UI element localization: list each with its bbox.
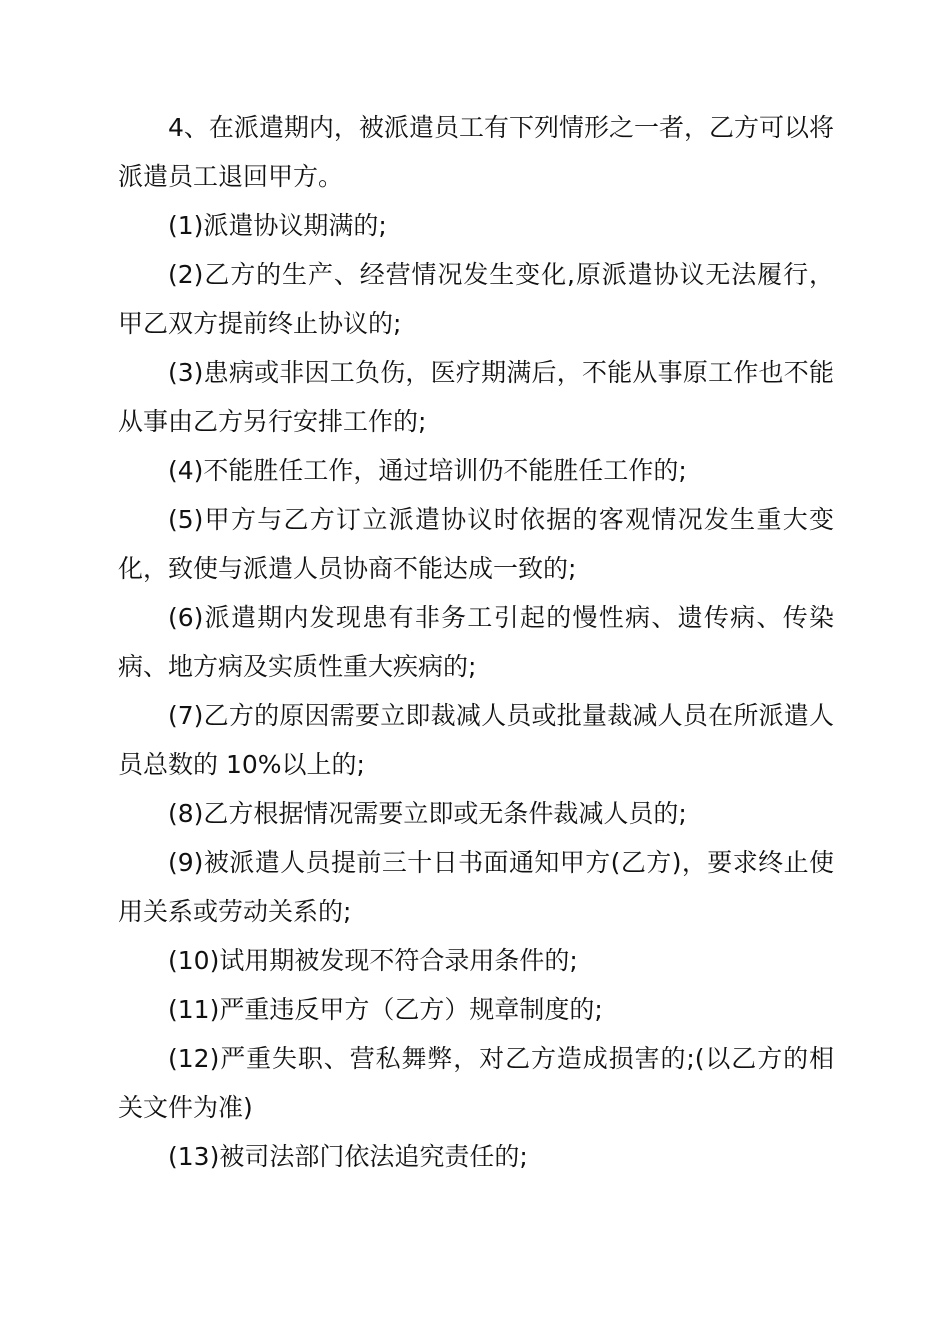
paragraph-item-4: (4)不能胜任工作，通过培训仍不能胜任工作的; bbox=[168, 456, 687, 485]
paragraph-item-3: (3)患病或非因工负伤，医疗期满后，不能从事原工作也不能从事由乙方另行安排工作的; bbox=[118, 358, 834, 436]
paragraph-item-5: (5)甲方与乙方订立派遣协议时依据的客观情况发生重大变化，致使与派遣人员协商不能达成一致的; bbox=[118, 505, 834, 583]
paragraph-item-6: (6)派遣期内发现患有非务工引起的慢性病、遗传病、传染病、地方病及实质性重大疾病的; bbox=[118, 603, 834, 681]
paragraph-clause-4: 4、在派遣期内，被派遣员工有下列情形之一者，乙方可以将派遣员工退回甲方。 bbox=[118, 113, 834, 191]
paragraph-item-12: (12)严重失职、营私舞弊，对乙方造成损害的;(以乙方的相关文件为准) bbox=[118, 1044, 834, 1122]
paragraph-item-10: (10)试用期被发现不符合录用条件的; bbox=[168, 946, 578, 975]
paragraph-item-9: (9)被派遣人员提前三十日书面通知甲方(乙方)，要求终止使用关系或劳动关系的; bbox=[118, 848, 834, 926]
paragraph-item-11: (11)严重违反甲方（乙方）规章制度的; bbox=[168, 995, 603, 1024]
paragraph-item-2: (2)乙方的生产、经营情况发生变化,原派遣协议无法履行，甲乙双方提前终止协议的; bbox=[118, 260, 834, 338]
paragraph-item-13: (13)被司法部门依法追究责任的; bbox=[168, 1142, 528, 1171]
paragraph-item-7: (7)乙方的原因需要立即裁减人员或批量裁减人员在所派遣人员总数的 10%以上的; bbox=[118, 701, 834, 779]
paragraph-item-8: (8)乙方根据情况需要立即或无条件裁减人员的; bbox=[168, 799, 687, 828]
paragraph-item-1: (1)派遣协议期满的; bbox=[168, 211, 387, 240]
document-body bbox=[118, 103, 834, 1181]
